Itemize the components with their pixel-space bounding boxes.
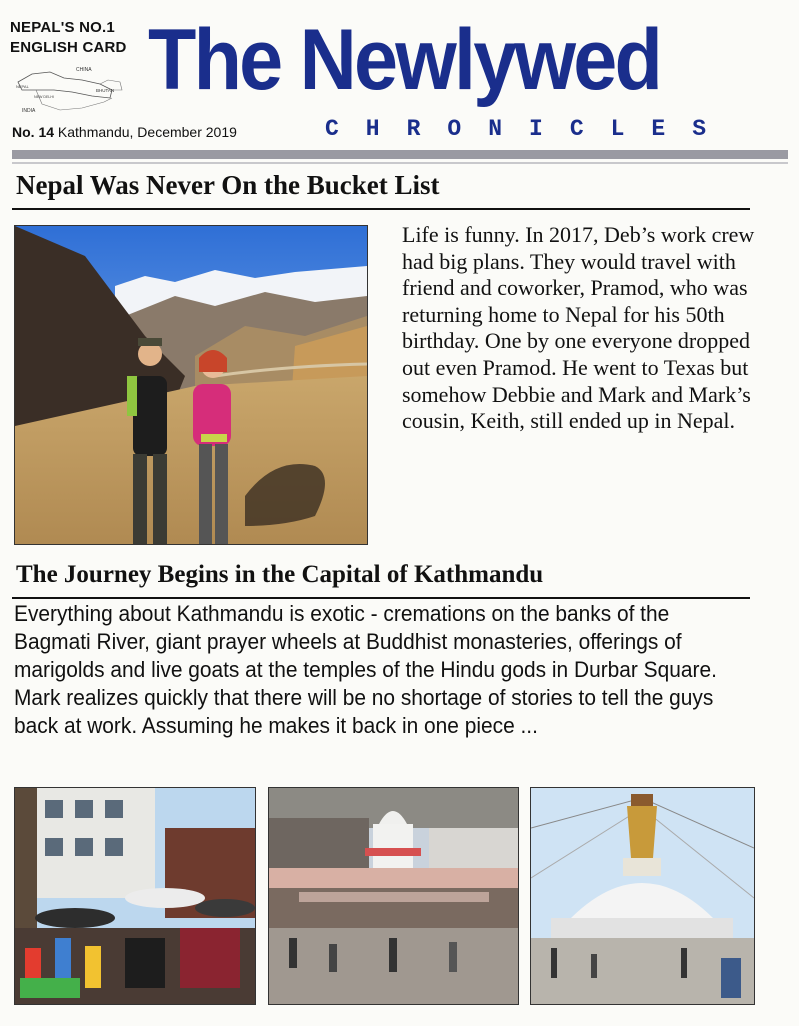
article1-headline: Nepal Was Never On the Bucket List <box>16 170 440 200</box>
map-label-new-delhi: NEW DELHI <box>34 95 54 99</box>
badge-line-2: ENGLISH CARD <box>10 39 127 56</box>
article2-body: Everything about Kathmandu is exotic - cremations on the banks of the Bagmati River, giant prayer wheels at Buddhist monasteries, offerings of marigolds and live goats at the temples of the Hindu gods in Durbar Square. Mark realizes quickly that there will be no shortage of stories to tell the guys back at work. Assuming he makes it back in one piece ... <box>14 601 717 738</box>
article2-headline: The Journey Begins in the Capital of Kathmandu <box>16 561 544 588</box>
masthead-subtitle: CHRONICLES <box>325 116 734 142</box>
photo-boudhanath-stupa <box>530 787 755 1005</box>
photo-couple-himalayas <box>14 225 368 545</box>
issue-number: No. 14 <box>12 124 55 140</box>
map-label-china: CHINA <box>76 67 92 73</box>
photo-durbar-square <box>268 787 519 1005</box>
map-label-bhutan: BHUTAN <box>96 88 115 93</box>
masthead-title: The Newlywed <box>148 12 661 108</box>
nepal-map-icon <box>12 60 130 116</box>
article1-body: Life is funny. In 2017, Deb’s work crew had big plans. They would travel with friend and coworker, Pramod, who was returning home to Nepal for his 50th birthday. One by one everyone dropped out even Pramod. He went to Texas but somehow Debbie and Mark and Mark’s cousin, Keith, still ended up in Nepal. <box>402 222 755 434</box>
article1-rule <box>12 208 750 210</box>
map-label-nepal: NEPAL <box>16 84 29 89</box>
photo-kathmandu-street <box>14 787 256 1005</box>
article2-rule <box>12 597 750 599</box>
badge-line-1: NEPAL'S NO.1 <box>10 19 115 36</box>
map-label-india: INDIA <box>22 108 36 114</box>
masthead-badge <box>10 18 135 133</box>
masthead-rule <box>12 150 788 159</box>
issue-line <box>12 124 237 140</box>
issue-place-date: Kathmandu, December 2019 <box>57 124 237 140</box>
masthead-rule-thin <box>12 162 788 164</box>
